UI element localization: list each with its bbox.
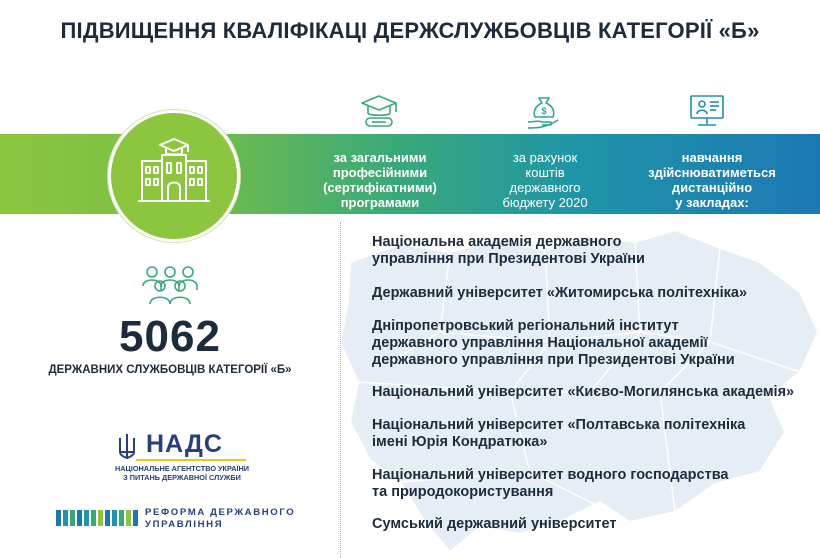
nads-logo-text: З ПИТАНЬ ДЕРЖАВНОЇ СЛУЖБИ <box>123 473 241 482</box>
institution-line: Національний університет водного господарства <box>372 467 729 483</box>
feature-line: за загальними <box>333 150 427 165</box>
reform-logo-text: РЕФОРМА ДЕРЖАВНОГО <box>145 507 296 518</box>
participants-count-label: ДЕРЖАВНИХ СЛУЖБОВЦІВ КАТЕГОРІЇ «Б» <box>48 364 292 376</box>
graduation-cap-diploma-icon <box>358 92 398 132</box>
money-bag-hand-icon <box>524 92 564 132</box>
institution-item <box>372 516 617 533</box>
institution-line: Національний університет «Києво-Могилянська академія» <box>372 384 795 400</box>
feature-line: коштів <box>525 165 565 180</box>
institution-item <box>372 417 745 451</box>
nads-logo-underline <box>136 459 246 461</box>
reform-logo-bars-icon <box>56 508 140 528</box>
feature-line: професійними <box>332 165 428 180</box>
nads-logo-text: НАЦІОНАЛЬНЕ АГЕНТСТВО УКРАЇНИ <box>114 464 250 473</box>
institution-line: державного управління при Президентові України <box>372 352 735 368</box>
trident-icon <box>116 432 138 462</box>
institution-line: Сумський державний університет <box>372 516 617 532</box>
reform-logo-text: УПРАВЛІННЯ <box>145 519 224 530</box>
institution-item <box>372 467 729 501</box>
feature-line: навчання <box>681 150 743 165</box>
feature-line: дистанційно <box>671 180 753 195</box>
university-building-icon <box>136 135 212 211</box>
institution-line: Дніпропетровський регіональний інститут <box>372 318 679 334</box>
feature-line: бюджету 2020 <box>502 195 588 210</box>
feature-line: (сертифікатними) <box>323 180 437 195</box>
nads-logo-abbr: НАДС <box>146 430 223 458</box>
institution-line: державного управління Національної академії <box>372 335 708 351</box>
institution-line: Національна академія державного <box>372 234 622 250</box>
page-title: ПІДВИЩЕННЯ КВАЛІФІКАЦІ ДЕРЖСЛУЖБОВЦІВ КАТЕГОРІЇ «Б» <box>60 18 760 43</box>
feature-line: за рахунок <box>512 150 578 165</box>
feature-line: здійснюватиметься <box>648 165 776 180</box>
institution-line: імені Юрія Кондратюка» <box>372 434 548 450</box>
institution-item <box>372 384 794 401</box>
institution-item <box>372 234 645 268</box>
feature-text-programs <box>305 150 455 210</box>
feature-line: програмами <box>340 195 420 210</box>
participants-count: 5062 <box>119 312 221 361</box>
institution-line: Національний університет «Полтавська політехніка <box>372 417 746 433</box>
institution-line: та природокористування <box>372 484 554 500</box>
feature-line: державного <box>509 180 581 195</box>
feature-line: у закладах: <box>675 195 749 210</box>
university-circle <box>108 110 240 242</box>
institution-item <box>372 285 747 302</box>
divider-line <box>340 222 341 558</box>
feature-text-budget <box>470 150 620 210</box>
institution-line: Державний університет «Житомирська політехніка» <box>372 285 748 301</box>
group-of-people-icon <box>138 262 202 306</box>
feature-text-distance <box>632 150 792 210</box>
svg-text:$: $ <box>541 106 547 116</box>
institution-line: управління при Президентові України <box>372 251 645 267</box>
institution-item <box>372 318 735 369</box>
online-lecture-monitor-icon <box>686 92 726 132</box>
